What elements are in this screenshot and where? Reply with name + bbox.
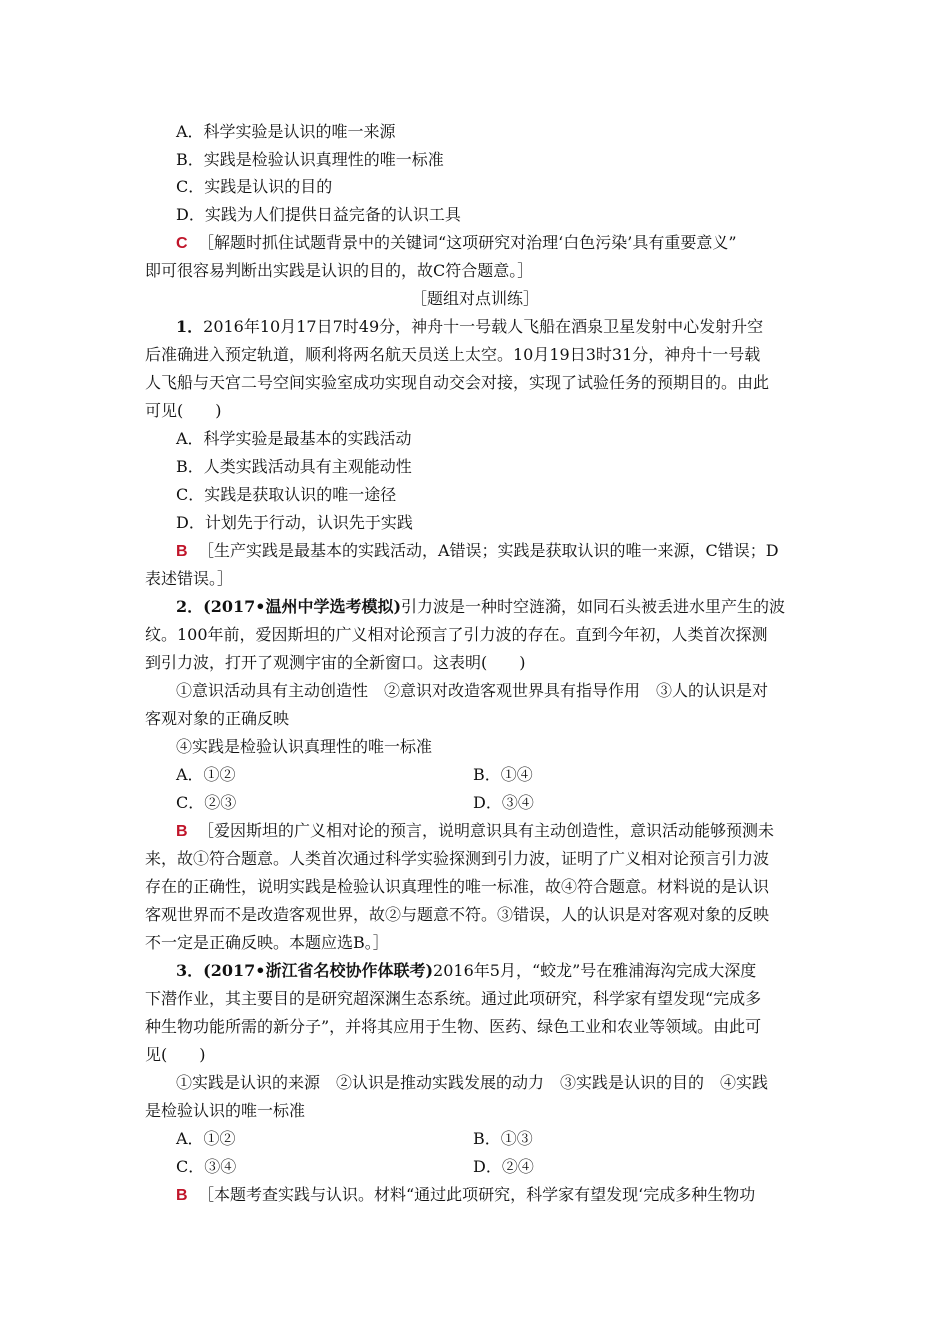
q1-stem-line-3: 人飞船与天宫二号空间实验室成功实现自动交会对接，实现了试验任务的预期目的。由此: [145, 373, 770, 392]
q2-explanation-line-2: 来，故①符合题意。人类首次通过科学实验探测到引力波，证明了广义相对论预言引力波: [145, 849, 770, 868]
q1-stem-line-2: 后准确进入预定轨道，顺利将两名航天员送上太空。10月19日3时31分，神舟十一号载: [145, 345, 761, 364]
q1-stem-line-4: 可见( ): [145, 401, 222, 420]
q3-explanation-line-1: B ［本题考查实践与认识。材料“通过此项研究，科学家有望发现‘完成多种生物功: [176, 1185, 756, 1204]
q1-explanation-line-1: B ［生产实践是最基本的实践活动，A错误；实践是获取认识的唯一来源，C错误；D: [176, 541, 779, 560]
q2-number: 2．: [176, 597, 204, 616]
q2-option-d: D．③④: [473, 793, 534, 812]
intro-option-b: B．实践是检验认识真理性的唯一标准: [176, 150, 444, 169]
q3-source: (2017•浙江省名校协作体联考): [203, 961, 434, 980]
intro-answer: C: [176, 235, 188, 252]
intro-explanation-line-2: 即可很容易判断出实践是认识的目的，故C符合题意。］: [145, 261, 534, 280]
intro-option-d: D．实践为人们提供日益完备的认识工具: [176, 205, 461, 224]
q1-answer: B: [176, 543, 188, 560]
q1-option-b: B．人类实践活动具有主观能动性: [176, 457, 412, 476]
q2-explanation-line-3: 存在的正确性，说明实践是检验认识真理性的唯一标准，故④符合题意。材料说的是认识: [145, 877, 770, 896]
q3-option-d: D．②④: [473, 1157, 534, 1176]
intro-option-c: C．实践是认识的目的: [176, 177, 333, 196]
q2-stem-line-1: 2．(2017•温州中学选考模拟)引力波是一种时空涟漪，如同石头被丢进水里产生的波: [176, 597, 786, 616]
q3-stem-line-3: 种生物功能所需的新分子”，并将其应用于生物、医药、绿色工业和农业等领域。由此可: [145, 1017, 762, 1036]
q2-statements-line-2: 客观对象的正确反映: [145, 709, 290, 728]
q3-option-b: B．①③: [473, 1129, 533, 1148]
q2-source: (2017•温州中学选考模拟): [203, 597, 402, 616]
q2-statements-line-3: ④实践是检验认识真理性的唯一标准: [176, 737, 433, 756]
q2-stem-line-3: 到引力波，打开了观测宇宙的全新窗口。这表明( ): [145, 653, 526, 672]
q3-statements-line-1: ①实践是认识的来源 ②认识是推动实践发展的动力 ③实践是认识的目的 ④实践: [176, 1073, 769, 1092]
q2-option-c: C．②③: [176, 793, 237, 812]
q1-option-c: C．实践是获取认识的唯一途径: [176, 485, 397, 504]
q1-option-d: D．计划先于行动，认识先于实践: [176, 513, 413, 532]
q1-option-a: A．科学实验是最基本的实践活动: [176, 429, 412, 448]
q1-stem-line-1: 1．2016年10月17日7时49分，神舟十一号载人飞船在酒泉卫星发射中心发射升空: [176, 317, 764, 336]
q2-stem-line-2: 纹。100年前，爱因斯坦的广义相对论预言了引力波的存在。直到今年初，人类首次探测: [145, 625, 768, 644]
q1-number: 1．: [176, 317, 204, 336]
q2-answer: B: [176, 823, 188, 840]
q3-option-c: C．③④: [176, 1157, 237, 1176]
q3-number: 3．: [176, 961, 204, 980]
q3-option-a: A．①②: [176, 1129, 236, 1148]
q3-stem-line-2: 下潜作业，其主要目的是研究超深渊生态系统。通过此项研究，科学家有望发现“完成多: [145, 989, 762, 1008]
q2-statements-line-1: ①意识活动具有主动创造性 ②意识对改造客观世界具有指导作用 ③人的认识是对: [176, 681, 769, 700]
q3-answer: B: [176, 1187, 188, 1204]
q3-stem-line-1: 3．(2017•浙江省名校协作体联考)2016年5月，“蛟龙”号在雅浦海沟完成大深度: [176, 961, 757, 980]
q3-statements-line-2: 是检验认识的唯一标准: [145, 1101, 306, 1120]
q2-explanation-line-1: B ［爱因斯坦的广义相对论的预言，说明意识具有主动创造性，意识活动能够预测未: [176, 821, 775, 840]
q1-explanation-line-2: 表述错误。］: [145, 569, 234, 588]
q2-option-b: B．①④: [473, 765, 533, 784]
q2-explanation-line-4: 客观世界而不是改造客观世界，故②与题意不符。③错误，人的认识是对客观对象的反映: [145, 905, 770, 924]
section-title: ［题组对点训练］: [410, 289, 539, 308]
q2-explanation-line-5: 不一定是正确反映。本题应选B。］: [145, 933, 389, 952]
intro-option-a: A．科学实验是认识的唯一来源: [176, 122, 396, 141]
intro-explanation-line-1: C ［解题时抓住试题背景中的关键词“这项研究对治理‘白色污染’具有重要意义”: [176, 233, 737, 252]
q3-stem-line-4: 见( ): [145, 1045, 206, 1064]
q2-option-a: A．①②: [176, 765, 236, 784]
